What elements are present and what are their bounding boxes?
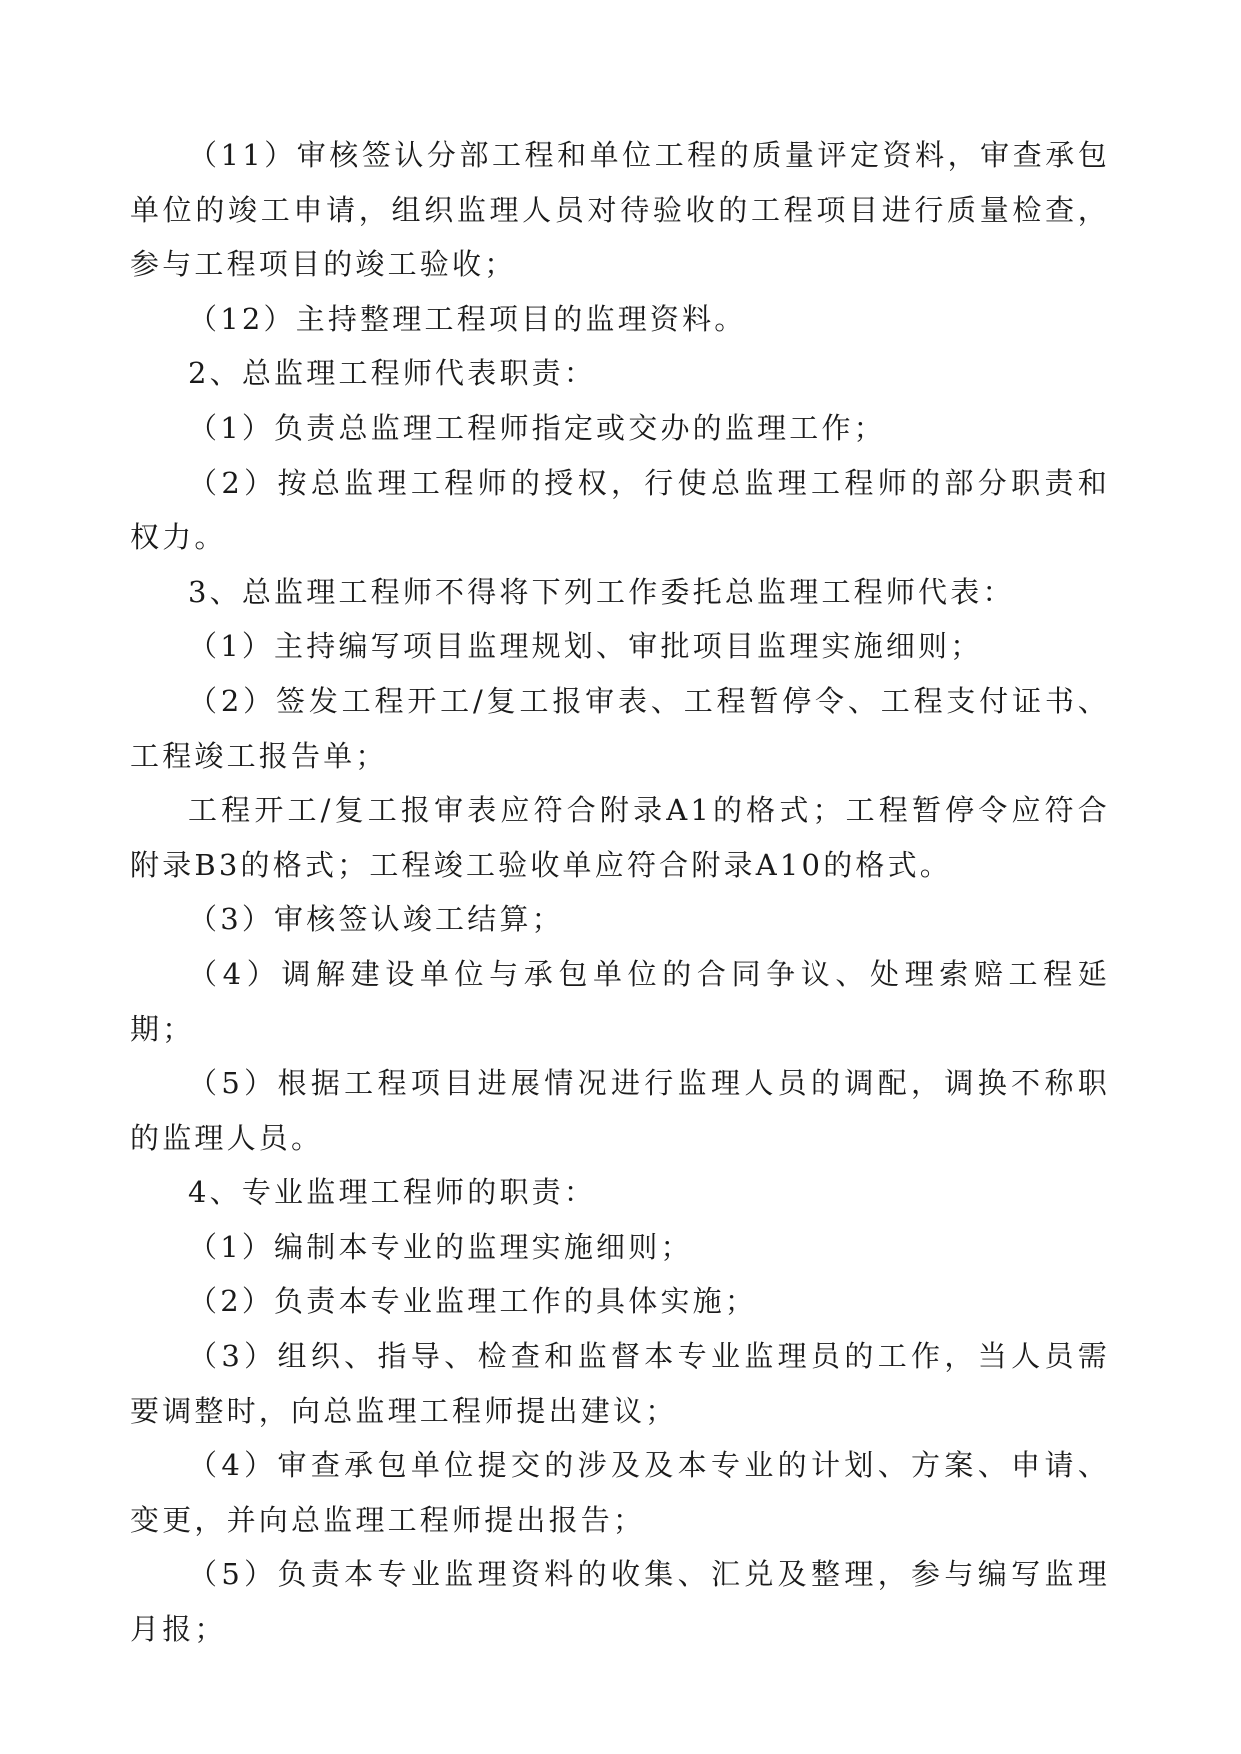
paragraph-item-4-4: （4）审查承包单位提交的涉及及本专业的计划、方案、申请、变更，并向总监理工程师提出报告；	[130, 1448, 1110, 1537]
paragraph-item-11: （11）审核签认分部工程和单位工程的质量评定资料，审查承包单位的竣工申请，组织监理人员对待验收的工程项目进行质量检查，参与工程项目的竣工验收；	[130, 138, 1110, 282]
section-heading-4: 4、专业监理工程师的职责：	[188, 1175, 597, 1210]
paragraph-note-appendix: 工程开工/复工报审表应符合附录A1的格式；工程暂停令应符合附录B3的格式；工程竣工验收单应符合附录A10的格式。	[130, 793, 1110, 882]
section-heading-3: 3、总监理工程师不得将下列工作委托总监理工程师代表：	[188, 574, 1015, 609]
paragraph-item-4-5: （5）负责本专业监理资料的收集、汇兑及整理，参与编写监理月报；	[130, 1557, 1110, 1647]
paragraph-item-4-3: （3）组织、指导、检查和监督本专业监理员的工作，当人员需要调整时，向总监理工程师提出建议；	[130, 1339, 1110, 1428]
paragraph-item-3-3: （3）审核签认竣工结算；	[188, 902, 564, 937]
paragraph-item-3-5: （5）根据工程项目进展情况进行监理人员的调配，调换不称职的监理人员。	[130, 1066, 1110, 1155]
paragraph-item-3-4: （4）调解建设单位与承包单位的合同争议、处理索赔工程延期；	[130, 956, 1110, 1046]
document-page	[130, 128, 1110, 1657]
paragraph-item-4-2: （2）负责本专业监理工作的具体实施；	[188, 1284, 758, 1319]
section-heading-2: 2、总监理工程师代表职责：	[188, 356, 597, 391]
paragraph-item-12: （12）主持整理工程项目的监理资料。	[188, 301, 747, 336]
paragraph-item-3-1: （1）主持编写项目监理规划、审批项目监理实施细则；	[188, 629, 983, 664]
paragraph-item-2-1: （1）负责总监理工程师指定或交办的监理工作；	[188, 410, 886, 445]
paragraph-item-3-2: （2）签发工程开工/复工报审表、工程暂停令、工程支付证书、工程竣工报告单；	[130, 683, 1110, 773]
paragraph-item-2-2: （2）按总监理工程师的授权，行使总监理工程师的部分职责和权力。	[130, 465, 1110, 555]
paragraph-item-4-1: （1）编制本专业的监理实施细则；	[188, 1229, 693, 1264]
